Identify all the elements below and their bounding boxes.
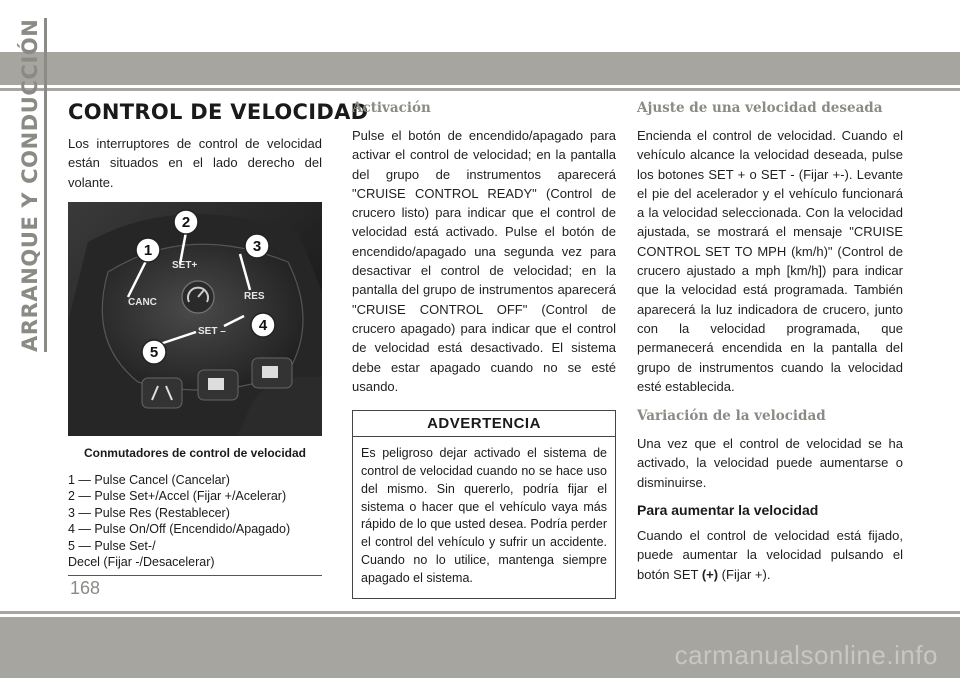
legend-list	[68, 472, 322, 576]
callout-2-number: 2	[181, 213, 191, 231]
figure-caption: Conmutadores de control de velocidad	[83, 445, 307, 460]
ajuste-paragraph: Encienda el control de velocidad. Cuando el vehículo alcance la velocidad deseada, pulse los botones SET + o SET - (Fijar +-). Levante el pie del acelerador y el vehículo funcionará a la velocidad seleccionada. Con la velocidad ajustada, se mostrará el mensaje "CRUISE CONTROL SET TO MPH (km/h)" (Control de crucero ajustado a mph [km/h]) para indicar que la velocidad está programada. También aparecerá la luz indicadora de crucero, junto con la velocidad programada, que permanecerá encendida en la pantalla del grupo de instrumentos cuando la velocidad esté establecida.	[637, 128, 903, 394]
intro-paragraph: Los interruptores de control de velocidad están situados en el lado derecho del volante.	[68, 136, 322, 190]
callout-3-number: 3	[252, 237, 262, 255]
callout-4-number: 4	[258, 316, 268, 334]
legend-item: 5 — Pulse Set-/	[68, 538, 156, 553]
header-band	[0, 52, 960, 85]
activacion-paragraph: Pulse el botón de encendido/apagado para activar el control de velocidad; en la pantalla del grupo de instrumentos aparecerá "CRUISE CONTROL READY" (Control de crucero listo) para indicar que el control de velocidad está activado. Pulse el botón de encendido/apagado una segunda vez para desactivar el control de velocidad; en la pantalla del grupo de instrumentos aparecerá "CRUISE CONTROL OFF" (Control de crucero apagado) para indicar que el control de velocidad está desactivado. El sistema debe estar apagado cuando no se esté usando.	[352, 128, 616, 394]
column-3	[637, 100, 903, 584]
button-label-set-plus: SET+	[172, 259, 198, 271]
callout-5-number: 5	[149, 343, 159, 361]
watermark-text: carmanualsonline.info	[674, 640, 938, 670]
aumentar-paragraph	[637, 526, 903, 584]
aumentar-text-start: Cuando el control de velocidad está fijado, puede aumentar la velocidad pulsando el botón SET	[637, 528, 903, 582]
legend-item: 1 — Pulse Cancel (Cancelar)	[68, 472, 230, 487]
warning-text: Es peligroso dejar activado el sistema de control de velocidad cuando no se hace uso del mismo. Sin quererlo, podría fijar el sistema o hacer que el vehículo vaya más rápido de lo que usted desea. Podría perder el control del vehículo y sufrir un accidente. Cuando no lo utilice, mantenga siempre apagado el sistema.	[361, 446, 607, 585]
heading-aumentar: Para aumentar la velocidad	[637, 502, 819, 519]
footer-rule	[0, 611, 960, 614]
legend-item: 2 — Pulse Set+/Accel (Fijar +/Acelerar)	[68, 489, 287, 504]
legend-item: Decel (Fijar -/Desacelerar)	[68, 555, 215, 570]
heading-ajuste: Ajuste de una velocidad deseada	[637, 100, 883, 116]
button-label-canc: CANC	[128, 296, 157, 308]
heading-activacion: Activación	[352, 100, 431, 116]
legend-divider	[68, 575, 322, 576]
legend-item: 4 — Pulse On/Off (Encendido/Apagado)	[68, 522, 291, 537]
heading-variacion: Variación de la velocidad	[637, 408, 826, 425]
button-label-set-minus: SET –	[198, 325, 226, 337]
page-number: 168	[70, 578, 101, 598]
callout-1-number: 1	[143, 241, 153, 259]
aumentar-text-bold: (+)	[701, 566, 719, 582]
steering-switch-photo	[68, 202, 322, 436]
lane-assist-button-icon	[142, 378, 182, 408]
column-2	[352, 100, 616, 599]
page-title: CONTROL DE VELOCIDAD	[68, 100, 369, 124]
variacion-paragraph: Una vez que el control de velocidad se ha activado, la velocidad puede aumentarse o disminuirse.	[637, 436, 903, 490]
section-side-tab: ARRANQUE Y CONDUCCIÓN	[18, 19, 47, 353]
warning-box	[352, 410, 616, 598]
legend-item: 3 — Pulse Res (Restablecer)	[68, 505, 230, 520]
steering-switch-illustration	[68, 202, 322, 436]
aumentar-text-end: (Fijar +).	[718, 566, 771, 582]
button-label-res: RES	[244, 290, 265, 302]
column-1	[68, 100, 369, 576]
header-rule	[0, 88, 960, 91]
warning-title: ADVERTENCIA	[353, 411, 615, 437]
